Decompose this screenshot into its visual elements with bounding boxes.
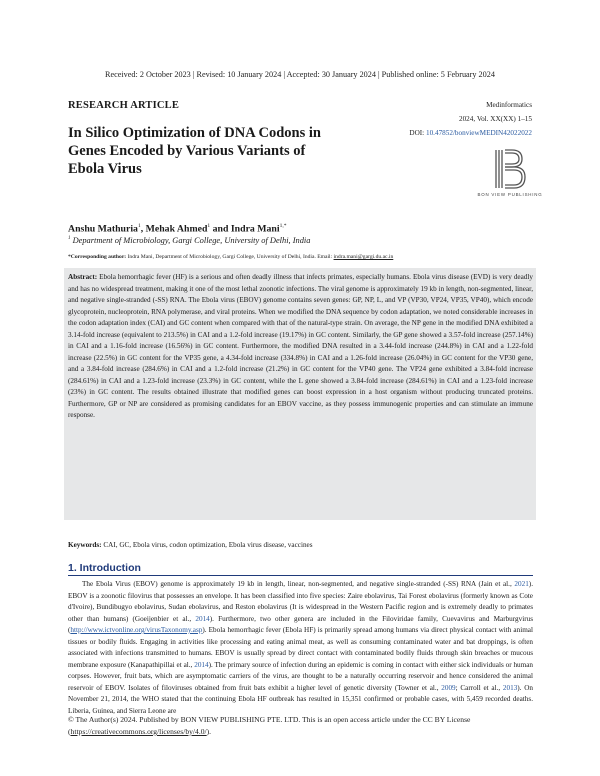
intro-text: ). The primary source of infection during an epidemic is coming in contact with either sick individuals or human corpses. However, fruit bats, which are asymptomatic carriers of the virus, are thought to be a naturally occurring reservoir and hence considered the animal reservoir of EBOV. Isolates of filoviruses obtained from fruit bats exhibit a higher level of genetic diversity (Towner et al., <box>68 660 534 692</box>
citation-link[interactable]: 2009 <box>441 683 456 692</box>
publisher-logo-icon <box>484 144 534 194</box>
author-affil-mark: 1 <box>207 223 211 229</box>
corresponding-text: Indra Mani, Department of Microbiology, Gargi College, University of Delhi, India. Email: <box>126 254 334 260</box>
section-heading: 1. Introduction <box>68 562 141 574</box>
intro-text: ). Furthermore, two other genera are included in the Filoviridae family, Cuevavirus and Marburgvirus ( <box>68 614 534 634</box>
doi-link[interactable]: 10.47852/bonviewMEDIN42022022 <box>425 129 532 137</box>
journal-doi <box>409 126 532 140</box>
affiliation-mark: 1 <box>68 236 71 242</box>
citation-link[interactable]: 2013 <box>502 683 518 692</box>
keywords <box>68 541 533 549</box>
copyright-footer <box>68 714 533 738</box>
author-name: Mehak Ahmed <box>145 223 208 235</box>
keywords-label: Keywords: <box>68 541 102 549</box>
journal-name: Medinformatics <box>486 101 532 109</box>
affiliation-text: Department of Microbiology, Gargi College, University of Delhi, India <box>70 236 311 245</box>
publisher-logo-text: BON VIEW PUBLISHING <box>477 192 543 197</box>
author-affil-mark: 1 <box>137 223 141 229</box>
doi-label: DOI: <box>409 129 426 137</box>
keywords-text: CAI, GC, Ebola virus, codon optimization, Ebola virus disease, vaccines <box>101 541 313 549</box>
intro-text: ). Ebola hemorrhagic fever (Ebola HF) is primarily spread among humans via direct physical contact with animal tissues or bodily fluids. Engaging in activities like processing and eating animal meat, as well as consuming contaminated water and bat droppings, is often associated with infections transmitted to humans. EBOV is usually spread by direct contact with contaminated bodily fluids through skin breaches or mucous membrane exposure (Kanapathipillai et al., <box>68 626 533 669</box>
corresponding-label: *Corresponding author: <box>68 254 127 260</box>
corresponding-author <box>68 254 538 260</box>
citation-link[interactable]: 2014 <box>195 614 210 623</box>
intro-text: ). On November 21, 2014, the WHO stated that the continuing Ebola HF outbreak has resulted in 15,351 confirmed or probable cases, with 5,459 recorded deaths. Liberia, Guinea, and Sierra Leone are <box>68 683 533 715</box>
author-name: Indra Mani <box>230 223 280 235</box>
intro-text: ; Carroll et al., <box>455 683 503 692</box>
license-link[interactable]: https://creativecommons.org/licenses/by/4.0/ <box>70 727 207 736</box>
author-name: Anshu Mathuria <box>68 223 138 235</box>
citation-link[interactable]: 2014 <box>194 660 209 669</box>
introduction-paragraph <box>68 579 533 717</box>
abstract-label: Abstract: <box>68 273 98 281</box>
intro-text: ). EBOV is a zoonotic filovirus that possesses an envelope. It has been classified into five species: Zaire ebolavirus, Tai Forest ebolavirus (formerly known as Cote d'Ivoire), Bundibugyo ebolavirus, Sudan ebolavirus, and Reston ebolavirus (It is widespread in the Western Pacific region and is extremely deadly to primates other than humans) (Goeijenbier et al., <box>68 580 533 623</box>
publication-dates: Received: 2 October 2023 | Revised: 10 January 2024 | Accepted: 30 January 2024 | Published online: 5 February 2024 <box>105 70 495 79</box>
article-type: RESEARCH ARTICLE <box>68 100 180 111</box>
journal-info <box>409 98 532 140</box>
journal-volume: 2024, Vol. XX(XX) 1–15 <box>458 115 532 123</box>
section-divider <box>68 575 533 576</box>
abstract <box>68 272 533 422</box>
affiliation <box>68 236 310 245</box>
author-separator: and <box>210 223 231 235</box>
intro-text: The Ebola Virus (EBOV) genome is approximately 19 kb in length, linear, non-segmented, and negative single-stranded (-SS) RNA (Jain et al., <box>82 580 515 588</box>
corresponding-email-link[interactable]: indra.mani@gargi.du.ac.in <box>333 254 394 260</box>
author-affil-mark: 1,* <box>279 223 287 229</box>
citation-link[interactable]: 2021 <box>514 580 529 588</box>
author-list <box>68 223 286 234</box>
taxonomy-url-link[interactable]: http://www.ictvonline.org/virusTaxonomy.asp <box>70 626 203 634</box>
copyright-text: © The Author(s) 2024. Published by BON VIEW PUBLISHING PTE. LTD. This is an open access article under the CC BY License ( <box>68 715 471 736</box>
author-separator: , <box>140 223 146 235</box>
abstract-text: Ebola hemorrhagic fever (HF) is a serious and often deadly illness that infects primates, especially humans. Ebola virus disease (EVD) is very deadly and has no widespread treatment, making it one of the most lethal zoonotic infections. The viral genome is approximately 19 kb in length, non-segmented, linear, and negative single-stranded (-SS) RNA. The Ebola virus (EBOV) genome contains seven genes: GP, NP, L, and VP (VP30, VP24, VP35, VP40), which encode glycoprotein, nucleoprotein, RNA polymerase, and viral proteins. When we modified the DNA sequence by codon adaptation, we noted considerable increases in the codon adaptation index (CAI) and GC content when compared with that of the natural-type strain. On average, the NP gene in the modified DNA exhibited a 3.14-fold increase (equivalent to 213.5%) in CAI and a 1.2-fold increase (19.17%) in GC content. Similarly, the GP gene showed a 3.57-fold increase (257.14%) in CAI and a 1.16-fold increase (16.56%) in GC content. Furthermore, the modified DNA resulted in a 3.44-fold increase (244.8%) in CAI and a 1.22-fold increase (22.5%) in GC content for the VP35 gene, a 4.34-fold increase (334.8%) in CAI and a 1.26-fold increase (26.04%) in GC content for the VP30 gene, and a 3.84-fold increase (284.6%) in CAI and a 1.2-fold increase (21.2%) in GC content for the VP40 gene. The VP24 gene exhibited a 3.84-fold increase (284.61%) in CAI and a 1.23-fold increase (23.3%) in GC content, while the L gene showed a 3.84-fold increase (284.61%) in CAI and a 1.23-fold increase (23%) in GC content. The results obtained illustrate that modified genes can boost expression in a host organism without producing truncated proteins. Furthermore, GP or NP are considered as promising candidates for an EBOV vaccine, as they possess immunogenic properties and can stimulate an immune response. <box>68 273 533 419</box>
article-title: In Silico Optimization of DNA Codons in Genes Encoded by Various Variants of Ebola Virus <box>68 125 321 177</box>
copyright-end: ). <box>206 727 212 736</box>
